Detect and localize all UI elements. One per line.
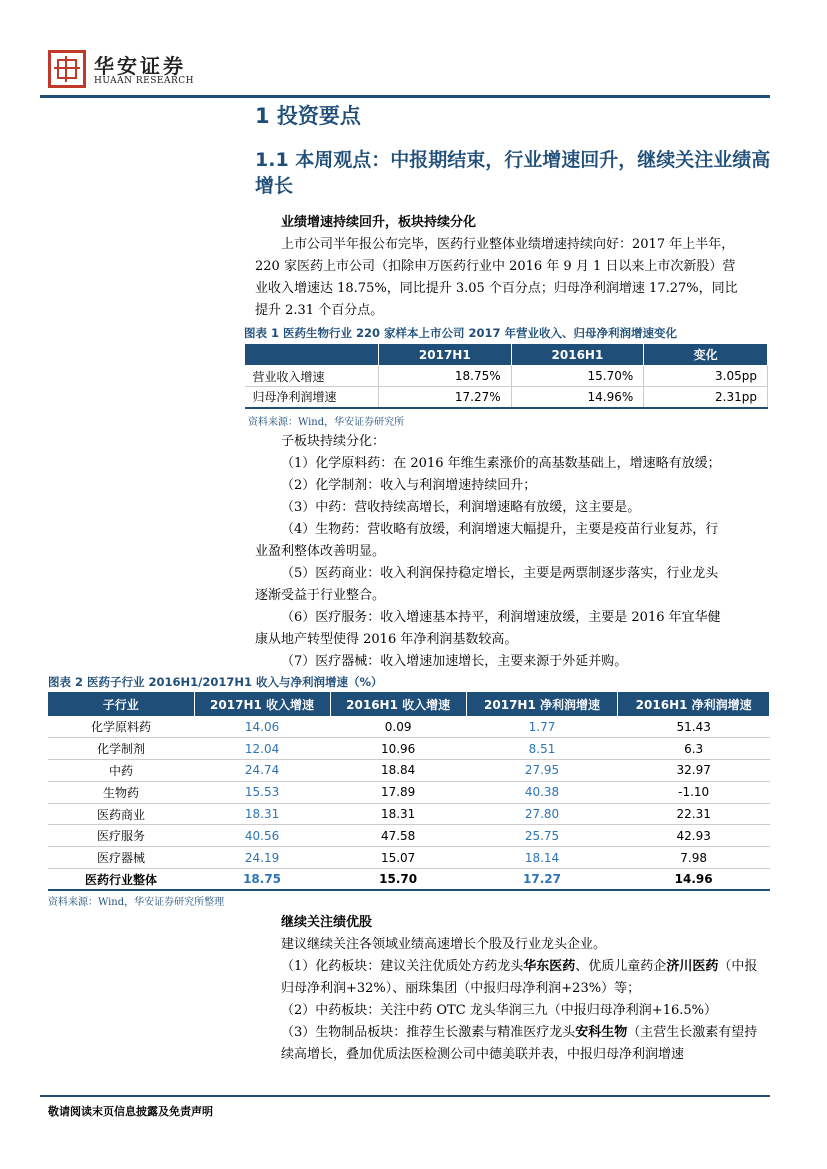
table-cell: 18.31 xyxy=(194,803,330,825)
text-line: 业收入增速达 18.75%，同比提升 3.05 个百分点；归母净利润增速 17.27%，同比 xyxy=(255,281,738,296)
text-line: （4）生物药：营收略有放缓，利润增速大幅提升，主要是疫苗行业复苏，行 xyxy=(281,522,719,537)
text-line: 220 家医药上市公司（扣除申万医药行业中 2016 年 9 月 1 日以来上市次新股）营 xyxy=(255,259,736,274)
table-cell: 1.77 xyxy=(466,716,618,738)
stock-name: 济川医药 xyxy=(666,959,719,974)
table-header-cell: 2016H1 收入增速 xyxy=(330,692,466,716)
table-header-row xyxy=(48,692,770,716)
table-cell: 8.51 xyxy=(466,738,618,760)
table-cell: 15.70% xyxy=(511,366,644,387)
table-cell: 17.27% xyxy=(379,387,512,408)
text-line: （1）化学原料药：在 2016 年维生素涨价的高基数基础上，增速略有放缓； xyxy=(281,456,721,471)
text-line: （5）医药商业：收入利润保持稳定增长，主要是两票制逐步落实，行业龙头 xyxy=(281,566,719,581)
table-row xyxy=(48,716,770,738)
table-cell: 24.19 xyxy=(194,847,330,869)
row-label: 化学原料药 xyxy=(48,716,194,738)
text-line: 逐渐受益于行业整合。 xyxy=(255,588,386,603)
table-total-row xyxy=(48,869,770,891)
header-rule xyxy=(40,95,770,98)
table-cell: 25.75 xyxy=(466,825,618,847)
text-line: 提升 2.31 个百分点。 xyxy=(255,303,384,318)
text-span: （主营生长激素有望持续高增长，叠加优质法医检测公司中德美联并表，中报归母净利润增速 xyxy=(281,1025,758,1062)
table-cell: 15.53 xyxy=(194,781,330,803)
text-line: （2）化学制剂：收入与利润增速持续回升； xyxy=(281,478,537,493)
row-label: 化学制剂 xyxy=(48,738,194,760)
table-cell: 24.74 xyxy=(194,760,330,782)
row-label: 医药商业 xyxy=(48,803,194,825)
table-cell: 27.95 xyxy=(466,760,618,782)
table-header-row xyxy=(245,344,768,366)
paragraph-heading: 业绩增速持续回升，板块持续分化 xyxy=(281,215,477,230)
text-span: （1）化药板块：建议关注优质处方药龙头 xyxy=(281,959,524,974)
row-label: 营业收入增速 xyxy=(245,366,379,387)
table-cell: 14.96% xyxy=(511,387,644,408)
table-cell: 18.14 xyxy=(466,847,618,869)
table-cell: 14.06 xyxy=(194,716,330,738)
text-line: （3）中药：营收持续高增长，利润增速略有放缓，这主要是。 xyxy=(281,500,641,515)
table-header-cell: 子行业 xyxy=(48,692,194,716)
text-line: （6）医疗服务：收入增速基本持平，利润增速放缓，主要是 2016 年宜华健 xyxy=(281,610,721,625)
table-cell: 47.58 xyxy=(330,825,466,847)
table-cell: 7.98 xyxy=(618,847,770,869)
text-span: 、优质儿童药企 xyxy=(575,959,667,974)
text-line: （7）医疗器械：收入增速加速增长，主要来源于外延并购。 xyxy=(281,654,628,669)
text-line: 业盈利整体改善明显。 xyxy=(255,544,386,559)
paragraph-heading: 继续关注绩优股 xyxy=(281,915,373,930)
row-label: 中药 xyxy=(48,760,194,782)
table-cell: 15.70 xyxy=(330,869,466,891)
table-cell: 40.38 xyxy=(466,781,618,803)
table-row xyxy=(48,847,770,869)
stock-name: 华东医药 xyxy=(523,959,576,974)
text-line: 子板块持续分化： xyxy=(281,434,386,449)
paragraph-subsectors xyxy=(255,431,770,673)
table-header-cell: 2017H1 收入增速 xyxy=(194,692,330,716)
table-row xyxy=(245,366,768,387)
table-row xyxy=(245,387,768,408)
table-cell: 17.27 xyxy=(466,869,618,891)
row-label: 医药行业整体 xyxy=(48,869,194,891)
table-header-cell: 2016H1 xyxy=(511,344,644,366)
row-label: 医疗服务 xyxy=(48,825,194,847)
table-row xyxy=(48,825,770,847)
section-title: 1 投资要点 xyxy=(255,104,361,128)
table-row xyxy=(48,738,770,760)
text-span: （中报归母净利润+32%）、丽珠集团（中报归母净利润+23%）等； xyxy=(281,959,758,996)
brand-name-cn: 华安证券 xyxy=(94,54,186,78)
stock-name: 安科生物 xyxy=(575,1025,628,1040)
table-cell: 2.31pp xyxy=(644,387,768,408)
row-label: 归母净利润增速 xyxy=(245,387,379,408)
figure2-title: 图表 2 医药子行业 2016H1/2017H1 收入与净利润增速（%） xyxy=(48,675,383,689)
table-row xyxy=(48,760,770,782)
footer-disclaimer: 敬请阅读末页信息披露及免责声明 xyxy=(48,1105,213,1118)
table-cell: 32.97 xyxy=(618,760,770,782)
table-cell: 18.75 xyxy=(194,869,330,891)
footer-rule xyxy=(40,1095,770,1097)
text-line: （2）中药板块：关注中药 OTC 龙头华润三九（中报归母净利润+16.5%） xyxy=(281,1003,718,1018)
text-span: （3）生物制品板块：推荐生长激素与精准医疗龙头 xyxy=(281,1025,576,1040)
table-header-cell: 变化 xyxy=(644,344,768,366)
text-line: 上市公司半年报公布完毕，医药行业整体业绩增速持续向好：2017 年上半年， xyxy=(281,237,735,252)
table-cell: 22.31 xyxy=(618,803,770,825)
table-header-cell: 2017H1 净利润增速 xyxy=(466,692,618,716)
brand-name-en: HUAAN RESEARCH xyxy=(94,76,194,86)
figure1-source: 资料来源：Wind，华安证券研究所 xyxy=(248,417,405,428)
subsection-title: 1.1 本周观点：中报期结束，行业增速回升，继续关注业绩高增长 xyxy=(255,149,771,197)
company-logo xyxy=(48,50,86,88)
table-cell: 6.3 xyxy=(618,738,770,760)
table-cell: 17.89 xyxy=(330,781,466,803)
table-revenue-profit-growth xyxy=(244,343,768,409)
table-cell: 14.96 xyxy=(618,869,770,891)
table-row xyxy=(48,803,770,825)
table-header-cell: 2017H1 xyxy=(379,344,512,366)
table-cell: 40.56 xyxy=(194,825,330,847)
table-header-cell xyxy=(245,344,379,366)
table-row xyxy=(48,781,770,803)
table-cell: 18.84 xyxy=(330,760,466,782)
table-cell: 27.80 xyxy=(466,803,618,825)
paragraph-performance xyxy=(255,212,770,322)
table-cell: -1.10 xyxy=(618,781,770,803)
table-cell: 0.09 xyxy=(330,716,466,738)
table-cell: 18.75% xyxy=(379,366,512,387)
table-cell: 18.31 xyxy=(330,803,466,825)
table-subsector-growth xyxy=(48,692,770,891)
table-cell: 51.43 xyxy=(618,716,770,738)
text-line: 建议继续关注各领域业绩高速增长个股及行业龙头企业。 xyxy=(281,937,607,952)
table-cell: 3.05pp xyxy=(644,366,768,387)
figure1-title: 图表 1 医药生物行业 220 家样本上市公司 2017 年营业收入、归母净利润增速变化 xyxy=(244,326,678,340)
row-label: 医疗器械 xyxy=(48,847,194,869)
row-label: 生物药 xyxy=(48,781,194,803)
table-header-cell: 2016H1 净利润增速 xyxy=(618,692,770,716)
table-cell: 42.93 xyxy=(618,825,770,847)
table-cell: 12.04 xyxy=(194,738,330,760)
text-line xyxy=(255,1022,770,1066)
table-cell: 10.96 xyxy=(330,738,466,760)
text-line xyxy=(255,956,770,1000)
figure2-source: 资料来源：Wind，华安证券研究所整理 xyxy=(48,897,225,908)
text-line: 康从地产转型使得 2016 年净利润基数较高。 xyxy=(255,632,518,647)
table-cell: 15.07 xyxy=(330,847,466,869)
paragraph-recommendations xyxy=(255,912,770,1066)
